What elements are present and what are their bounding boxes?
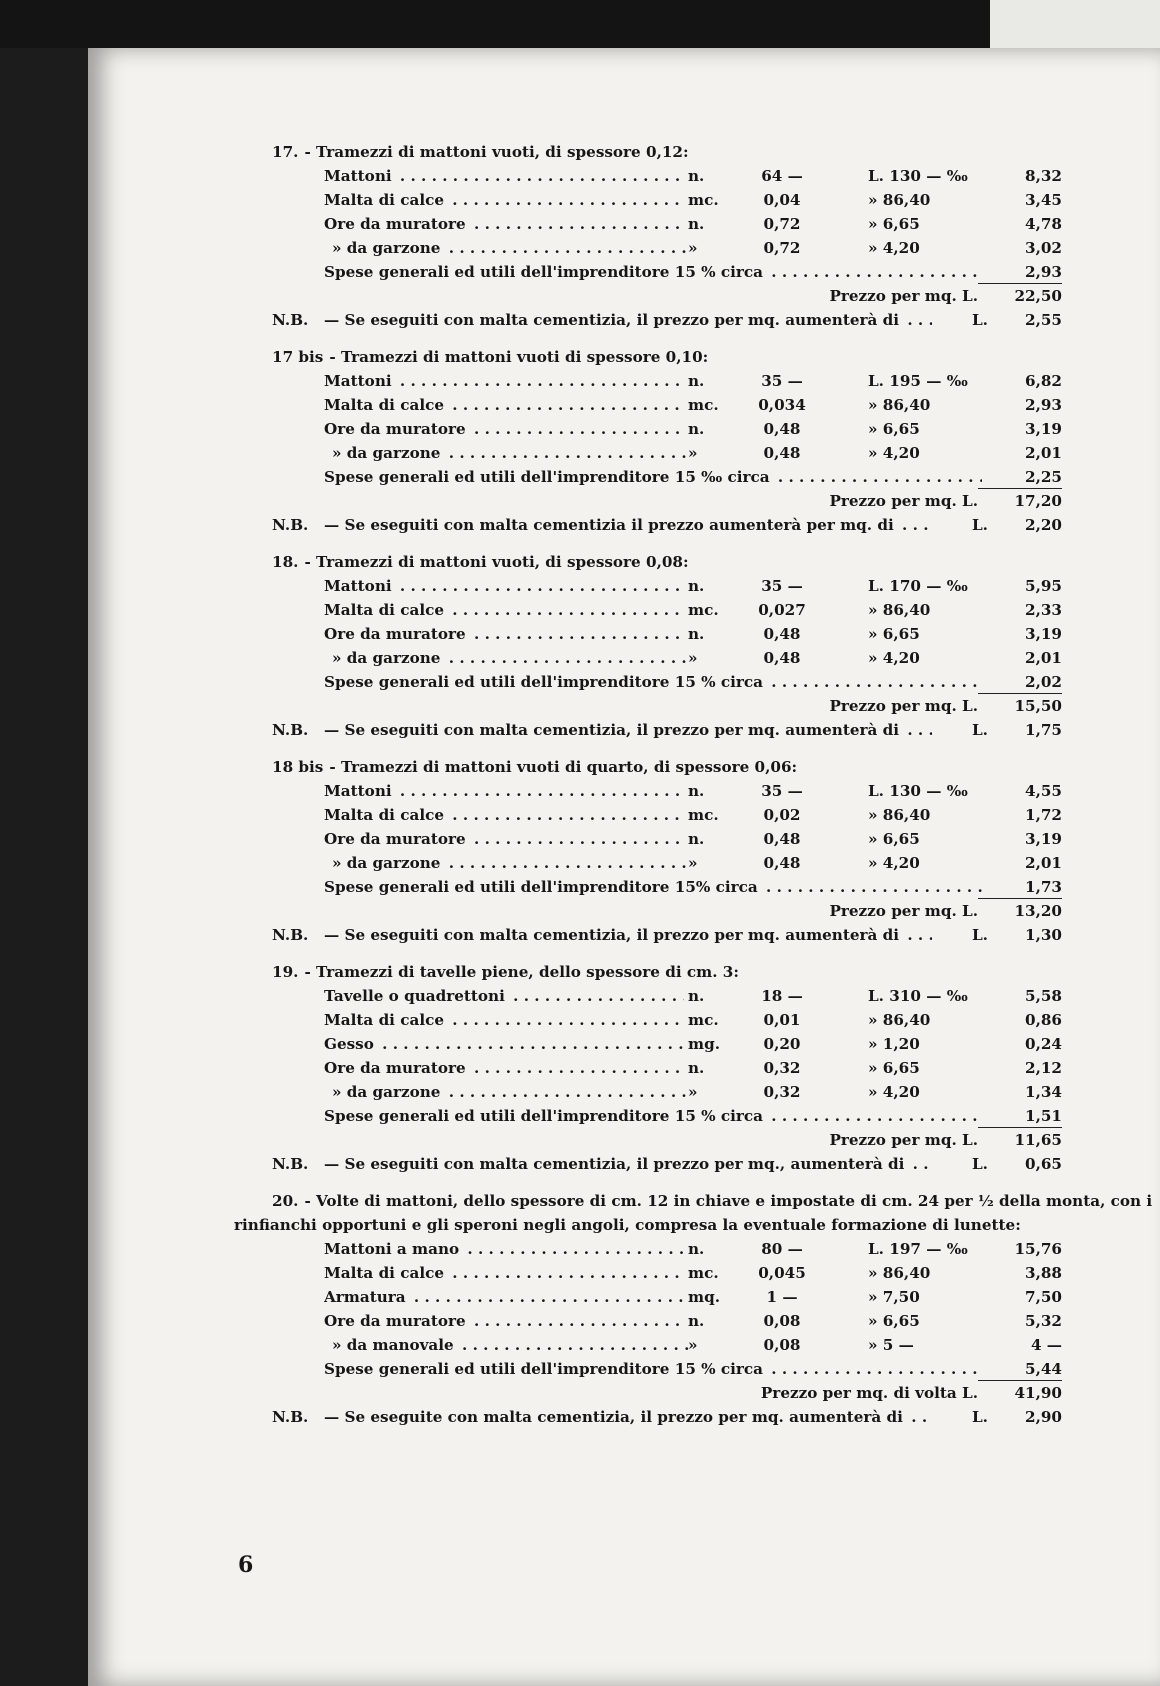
item-unit: n. [688,625,705,643]
nota-bene-label: N.B. [272,311,309,329]
item-unit: n. [688,167,705,185]
item-description [332,1333,692,1357]
item-unit: » [688,649,698,667]
overhead-amount: 2,93 [978,260,1062,284]
cost-item-row [272,622,1062,646]
scan-top-right-edge [990,0,1160,48]
item-quantity: 18 — [761,987,803,1005]
item-unit: » [688,444,698,462]
item-unit-price: » 6,65 [868,1312,920,1330]
item-unit-price: » 6,65 [868,830,920,848]
overhead-amount: 1,73 [978,875,1062,899]
total-label: Prezzo per mq. L. [829,697,978,715]
item-unit: mq. [688,1288,720,1306]
cost-item-row [272,574,1062,598]
cost-item-row [272,1032,1062,1056]
nota-bene-currency: L. [972,721,988,739]
item-description [324,188,684,212]
item-amount: 4,55 [1025,782,1062,800]
item-unit-price: » 4,20 [868,1083,920,1101]
item-amount: 4 — [1030,1336,1062,1354]
item-description [324,1261,684,1285]
total-row [272,1128,1062,1152]
section-title-text: - Tramezzi di mattoni vuoti di quarto, di spessore 0,06: [329,758,798,776]
section-title-text: - Tramezzi di mattoni vuoti, di spessore 0,12: [304,143,689,161]
cost-item-row [272,212,1062,236]
item-quantity: 80 — [761,1240,803,1258]
item-quantity: 0,48 [763,830,801,848]
item-description [324,1237,684,1261]
cost-item-row [272,441,1062,465]
total-label: Prezzo per mq. L. [829,902,978,920]
total-label: Prezzo per mq. L. [829,1131,978,1149]
item-description-text: Malta di calce [324,396,447,414]
cost-item-row [272,1056,1062,1080]
overhead-row [272,1357,1062,1381]
cost-analysis-list [234,140,1153,1442]
item-amount: 5,32 [1025,1312,1062,1330]
overhead-text: Spese generali ed utili dell'imprenditore 15 % circa [324,1360,766,1378]
item-unit-price: » 86,40 [868,1264,931,1282]
total-label: Prezzo per mq. di volta L. [760,1384,978,1402]
item-description [324,1008,684,1032]
item-amount: 4,78 [1025,215,1062,233]
item-unit-price: L. 130 — ‰ [868,167,968,185]
item-unit: n. [688,372,705,390]
item-unit: » [688,854,698,872]
nota-bene-row [272,923,1062,947]
nota-bene-text [324,923,932,947]
section-number: 18 bis [272,758,324,776]
item-amount: 7,50 [1025,1288,1062,1306]
nota-bene-row [272,1152,1062,1176]
item-unit: mc. [688,601,719,619]
cost-item-row [272,1285,1062,1309]
item-unit: n. [688,782,705,800]
item-quantity: 0,48 [763,854,801,872]
item-unit: n. [688,1312,705,1330]
section-title [272,755,1062,779]
total-amount: 13,20 [1014,902,1062,920]
overhead-row [272,670,1062,694]
overhead-description [324,670,982,694]
item-unit-price: » 4,20 [868,854,920,872]
total-row [272,694,1062,718]
section-title [272,345,1062,369]
total-label: Prezzo per mq. L. [829,492,978,510]
item-unit-price: » 6,65 [868,625,920,643]
item-description-text: Gesso [324,1035,377,1053]
item-unit: » [688,239,698,257]
item-quantity: 0,32 [763,1083,801,1101]
item-amount: 0,24 [1025,1035,1062,1053]
item-description-text: Mattoni [324,782,395,800]
cost-section [272,140,1062,332]
overhead-text: Spese generali ed utili dell'imprenditore 15 % circa [324,263,766,281]
item-description [324,827,684,851]
item-unit-price: » 7,50 [868,1288,920,1306]
overhead-amount: 5,44 [978,1357,1062,1381]
item-amount: 2,01 [1025,444,1062,462]
nota-bene-row [272,308,1062,332]
item-description [332,236,692,260]
item-quantity: 1 — [766,1288,798,1306]
item-unit: mc. [688,1264,719,1282]
item-quantity: 35 — [761,782,803,800]
item-quantity: 0,02 [763,806,801,824]
scan-top-border [0,0,990,48]
item-description [324,164,684,188]
item-description [324,369,684,393]
item-description [324,1056,684,1080]
item-unit-price: » 86,40 [868,191,931,209]
item-unit: mc. [688,396,719,414]
cost-section [272,755,1062,947]
section-title [272,960,1062,984]
nota-bene-amount: 2,55 [1025,311,1062,329]
item-amount: 3,19 [1025,625,1062,643]
item-quantity: 0,034 [758,396,806,414]
total-amount: 22,50 [1014,287,1062,305]
nota-bene-row [272,1405,1062,1429]
cost-item-row [272,164,1062,188]
cost-item-row [272,598,1062,622]
overhead-text: Spese generali ed utili dell'imprenditore 15 % circa [324,1107,766,1125]
item-amount: 2,93 [1025,396,1062,414]
item-description-text: » da garzone [332,649,443,667]
total-row [272,899,1062,923]
item-quantity: 35 — [761,577,803,595]
item-description-text: Mattoni [324,372,395,390]
section-title [272,550,1062,574]
item-unit-price: » 6,65 [868,1059,920,1077]
item-unit: mc. [688,806,719,824]
nota-bene-label: N.B. [272,1155,309,1173]
nota-bene-text-content: — Se eseguite con malta cementizia, il prezzo per mq. aumenterà di [324,1408,906,1426]
item-unit-price: » 86,40 [868,396,931,414]
overhead-text: Spese generali ed utili dell'imprenditore 15 % circa [324,673,766,691]
item-description [324,1032,684,1056]
item-unit-price: » 1,20 [868,1035,920,1053]
nota-bene-amount: 0,65 [1025,1155,1062,1173]
nota-bene-text [324,1152,932,1176]
overhead-text: Spese generali ed utili dell'imprenditore 15 ‰ circa [324,468,773,486]
item-unit: » [688,1083,698,1101]
item-unit: mc. [688,1011,719,1029]
item-unit-price: L. 130 — ‰ [868,782,968,800]
total-amount: 41,90 [1014,1384,1062,1402]
item-description-text: Malta di calce [324,1011,447,1029]
item-unit-price: L. 197 — ‰ [868,1240,968,1258]
cost-section [272,345,1062,537]
item-amount: 1,72 [1025,806,1062,824]
nota-bene-amount: 1,75 [1025,721,1062,739]
item-quantity: 0,027 [758,601,806,619]
page-number: 6 [238,1552,254,1578]
nota-bene-row [272,718,1062,742]
nota-bene-amount: 2,90 [1025,1408,1062,1426]
item-unit: mc. [688,191,719,209]
item-unit-price: » 86,40 [868,601,931,619]
item-description [332,851,692,875]
cost-item-row [272,236,1062,260]
item-description [324,984,684,1008]
item-description-text: » da garzone [332,239,443,257]
nota-bene-text-content: — Se eseguiti con malta cementizia, il prezzo per mq. aumenterà di [324,721,902,739]
item-amount: 3,19 [1025,830,1062,848]
nota-bene-text [324,1405,932,1429]
section-title-continuation: rinfianchi opportuni e gli speroni negli angoli, compresa la eventuale formazione di lunette: [234,1216,1021,1234]
section-number: 17. [272,143,299,161]
item-quantity: 0,045 [758,1264,806,1282]
item-quantity: 0,72 [763,239,801,257]
item-unit-price: » 86,40 [868,806,931,824]
item-description [324,393,684,417]
item-description-text: Malta di calce [324,601,447,619]
item-description [324,1285,684,1309]
item-description [324,598,684,622]
item-quantity: 0,08 [763,1336,801,1354]
item-amount: 5,58 [1025,987,1062,1005]
total-row [272,1381,1062,1405]
item-description-text: Ore da muratore [324,1059,469,1077]
nota-bene-currency: L. [972,926,988,944]
overhead-row [272,875,1062,899]
item-description [332,1080,692,1104]
item-unit: n. [688,830,705,848]
section-number: 19. [272,963,299,981]
section-number: 20. [272,1192,299,1210]
section-title-text: - Tramezzi di tavelle piene, dello spessore di cm. 3: [304,963,739,981]
overhead-amount: 1,51 [978,1104,1062,1128]
nota-bene-amount: 2,20 [1025,516,1062,534]
item-quantity: 0,48 [763,444,801,462]
nota-bene-label: N.B. [272,926,309,944]
overhead-description [324,260,982,284]
item-amount: 2,33 [1025,601,1062,619]
overhead-description [324,1104,982,1128]
total-row [272,489,1062,513]
item-description-text: » da garzone [332,854,443,872]
item-unit: mg. [688,1035,720,1053]
item-description-text: Armatura [324,1288,409,1306]
item-description [332,441,692,465]
cost-item-row [272,417,1062,441]
item-amount: 15,76 [1014,1240,1062,1258]
nota-bene-row [272,513,1062,537]
item-unit-price: » 4,20 [868,444,920,462]
cost-section [272,550,1062,742]
overhead-text: Spese generali ed utili dell'imprenditore 15% circa [324,878,761,896]
total-amount: 15,50 [1014,697,1062,715]
item-quantity: 0,04 [763,191,801,209]
nota-bene-text [324,308,932,332]
cost-item-row [272,827,1062,851]
item-description-text: Malta di calce [324,806,447,824]
item-amount: 8,32 [1025,167,1062,185]
section-title-text: - Tramezzi di mattoni vuoti, di spessore 0,08: [304,553,689,571]
cost-item-row [272,393,1062,417]
cost-item-row [272,851,1062,875]
item-amount: 0,86 [1025,1011,1062,1029]
cost-section [234,1189,1153,1429]
overhead-row [272,260,1062,284]
cost-item-row [272,1333,1062,1357]
item-description [324,574,684,598]
item-amount: 3,45 [1025,191,1062,209]
nota-bene-currency: L. [972,311,988,329]
item-unit: n. [688,420,705,438]
item-quantity: 35 — [761,372,803,390]
cost-item-row [272,803,1062,827]
overhead-description [324,1357,982,1381]
section-title [272,1189,1153,1213]
item-unit: » [688,1336,698,1354]
item-quantity: 0,20 [763,1035,801,1053]
item-amount: 3,88 [1025,1264,1062,1282]
item-description-text: » da garzone [332,444,443,462]
cost-item-row [272,1080,1062,1104]
nota-bene-currency: L. [972,516,988,534]
item-amount: 3,02 [1025,239,1062,257]
nota-bene-text [324,513,932,537]
item-unit-price: » 4,20 [868,239,920,257]
overhead-amount: 2,02 [978,670,1062,694]
overhead-amount: 2,25 [978,465,1062,489]
item-description [324,622,684,646]
item-description-text: Ore da muratore [324,215,469,233]
total-label: Prezzo per mq. L. [829,287,978,305]
item-unit: n. [688,1059,705,1077]
nota-bene-currency: L. [972,1155,988,1173]
item-description-text: » da manovale [332,1336,457,1354]
overhead-row [272,1104,1062,1128]
item-quantity: 0,72 [763,215,801,233]
item-description-text: Ore da muratore [324,1312,469,1330]
item-description-text: Mattoni [324,167,395,185]
item-description-text: » da garzone [332,1083,443,1101]
item-quantity: 0,48 [763,625,801,643]
item-unit-price: » 4,20 [868,649,920,667]
item-description-text: Ore da muratore [324,830,469,848]
cost-item-row [272,1008,1062,1032]
cost-item-row [272,646,1062,670]
cost-item-row [272,369,1062,393]
cost-section [272,960,1062,1176]
item-amount: 5,95 [1025,577,1062,595]
item-unit-price: L. 310 — ‰ [868,987,968,1005]
total-row [272,284,1062,308]
total-amount: 11,65 [1014,1131,1062,1149]
overhead-row [272,465,1062,489]
cost-item-row [272,188,1062,212]
cost-item-row [272,1261,1062,1285]
item-amount: 2,01 [1025,649,1062,667]
nota-bene-text [324,718,932,742]
section-title [272,140,1062,164]
item-quantity: 0,48 [763,420,801,438]
nota-bene-amount: 1,30 [1025,926,1062,944]
nota-bene-label: N.B. [272,516,309,534]
cost-item-row [272,1309,1062,1333]
item-description [324,779,684,803]
item-description-text: Mattoni [324,577,395,595]
item-description-text: Mattoni a mano [324,1240,462,1258]
item-description [332,646,692,670]
item-unit: n. [688,215,705,233]
nota-bene-text-content: — Se eseguiti con malta cementizia il prezzo aumenterà per mq. di [324,516,897,534]
item-amount: 2,12 [1025,1059,1062,1077]
overhead-description [324,875,982,899]
item-description-text: Malta di calce [324,191,447,209]
nota-bene-label: N.B. [272,721,309,739]
nota-bene-text-content: — Se eseguiti con malta cementizia, il prezzo per mq., aumenterà di [324,1155,907,1173]
item-amount: 2,01 [1025,854,1062,872]
item-quantity: 64 — [761,167,803,185]
item-amount: 3,19 [1025,420,1062,438]
overhead-description [324,465,982,489]
item-unit-price: L. 170 — ‰ [868,577,968,595]
item-description-text: Ore da muratore [324,420,469,438]
cost-item-row [272,984,1062,1008]
item-amount: 1,34 [1025,1083,1062,1101]
item-description-text: Ore da muratore [324,625,469,643]
item-unit-price: » 6,65 [868,215,920,233]
item-quantity: 0,48 [763,649,801,667]
section-title-text: - Volte di mattoni, dello spessore di cm. 12 in chiave e impostate di cm. 24 per ½ della monta, con i [304,1192,1153,1210]
item-description [324,803,684,827]
item-description [324,417,684,441]
nota-bene-currency: L. [972,1408,988,1426]
item-description-text: Malta di calce [324,1264,447,1282]
cost-item-row [272,779,1062,803]
item-unit: n. [688,577,705,595]
cost-item-row [272,1237,1062,1261]
item-unit-price: » 6,65 [868,420,920,438]
total-amount: 17,20 [1014,492,1062,510]
item-quantity: 0,32 [763,1059,801,1077]
item-description-text: Tavelle o quadrettoni [324,987,508,1005]
section-number: 18. [272,553,299,571]
item-unit-price: L. 195 — ‰ [868,372,968,390]
item-unit: n. [688,987,705,1005]
item-unit-price: » 86,40 [868,1011,931,1029]
section-title-text: - Tramezzi di mattoni vuoti di spessore 0,10: [329,348,709,366]
item-quantity: 0,08 [763,1312,801,1330]
item-amount: 6,82 [1025,372,1062,390]
section-number: 17 bis [272,348,324,366]
item-description [324,1309,684,1333]
nota-bene-text-content: — Se eseguiti con malta cementizia, il prezzo per mq. aumenterà di [324,926,902,944]
nota-bene-label: N.B. [272,1408,309,1426]
nota-bene-text-content: — Se eseguiti con malta cementizia, il prezzo per mq. aumenterà di [324,311,902,329]
item-unit-price: » 5 — [868,1336,914,1354]
item-quantity: 0,01 [763,1011,801,1029]
item-description [324,212,684,236]
item-unit: n. [688,1240,705,1258]
